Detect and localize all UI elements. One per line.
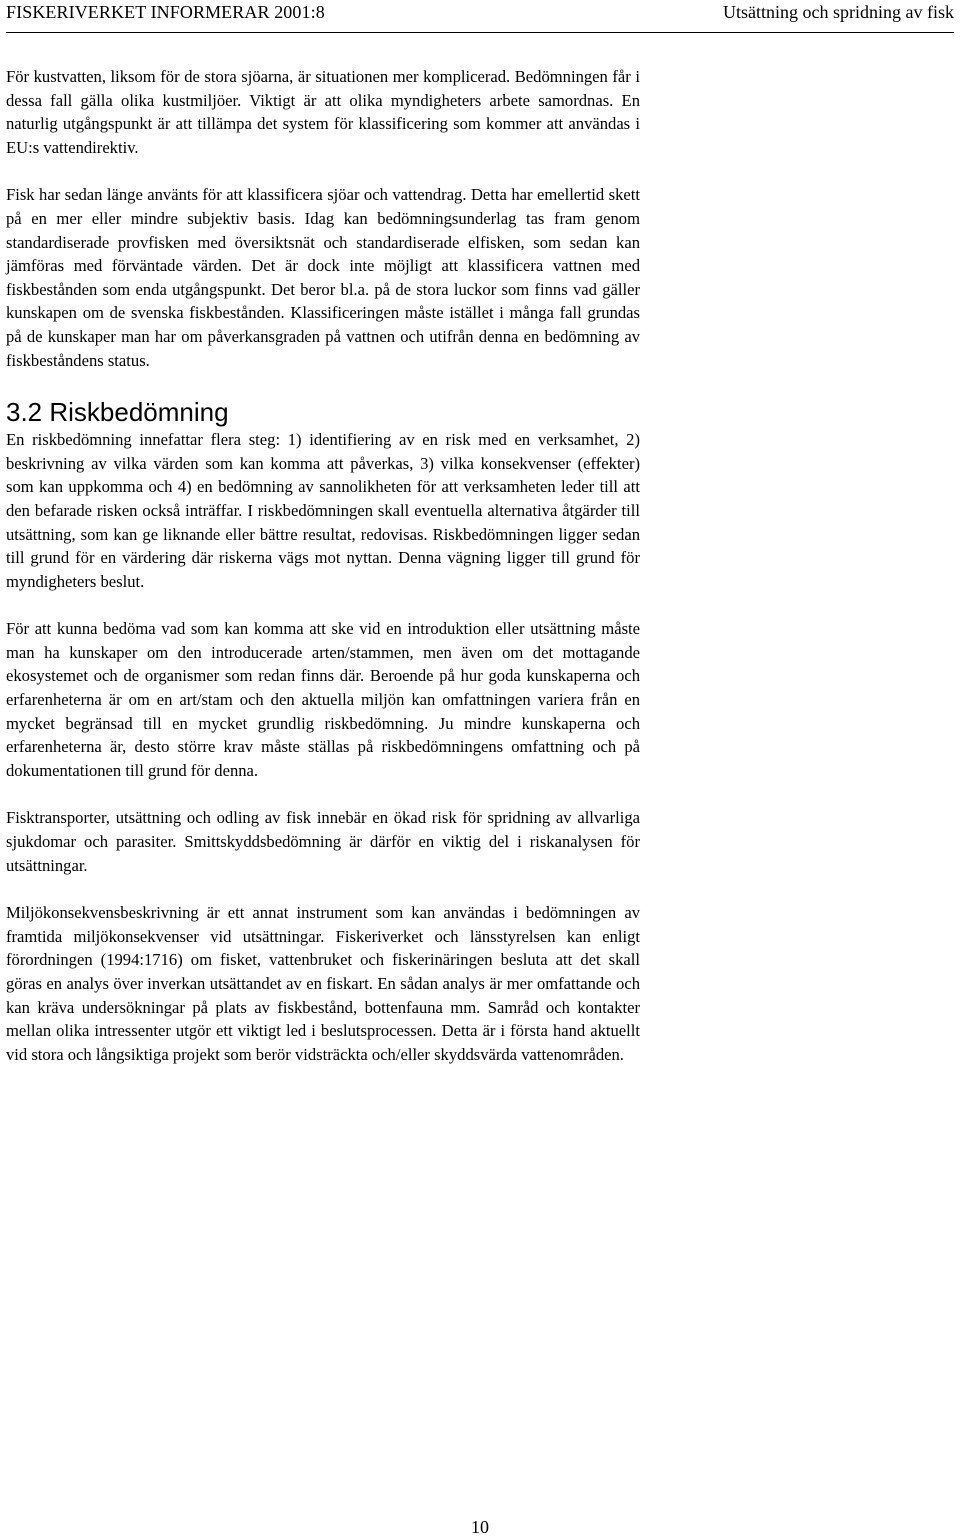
publication-title: FISKERIVERKET INFORMERAR 2001:8 (6, 2, 325, 22)
main-content (6, 65, 640, 1090)
paragraph-fish-transport: Fisktransporter, utsättning och odling av fisk innebär en ökad risk för spridning av allvarliga sjukdomar och parasiter. Smittskyddsbedömning är därför en viktig del i riskanalysen för utsättningar. (6, 808, 640, 875)
paragraph-coastal-waters: För kustvatten, liksom för de stora sjöarna, är situationen mer komplicerad. Bedömningen får i dessa fall gälla olika kustmiljöer. Viktigt är att olika myndigheters arbete samordnas. En naturlig utgångspunkt är att tillämpa det system för klassificering som kommer att användas i EU:s vattendirektiv. (6, 67, 640, 157)
page-number: 10 (471, 1517, 489, 1537)
paragraph-fish-classification: Fisk har sedan länge använts för att klassificera sjöar och vattendrag. Detta har emellertid skett på en mer eller mindre subjektiv basis. Idag kan bedömningsunderlag tas fram genom standardiserade provfisken med översiktsnät och standardiserade elfisken, som sedan kan jämföras med förväntade värden. Det är dock inte möjligt att klassificera vattnen med fiskbestånden som enda utgångspunkt. Det beror bl.a. på de stora luckor som finns vad gäller kunskapen om de svenska fiskbestånden. Klassificeringen måste istället i många fall grundas på de kunskaper man har om påverkansgraden på vattnen och utifrån denna en bedömning av fiskbeståndens status. (6, 185, 640, 370)
paragraph-risk-assessment-steps: En riskbedömning innefattar flera steg: 1) identifiering av en risk med en verksamhet, 2) beskrivning av vilka värden som kan komma att påverkas, 3) vilka konsekvenser (effekter) som kan uppkomma och 4) en bedömning av sannolikheten för att verksamheten leder till att den befarade risken också inträffar. I riskbedömningen skall eventuella alternativa åtgärder till utsättning, som kan ge liknande eller bättre resultat, redovisas. Riskbedömningen ligger sedan till grund för en värdering där riskerna vägs mot nyttan. Denna vägning ligger till grund för myndigheters beslut. (6, 430, 640, 591)
chapter-title: Utsättning och spridning av fisk (723, 2, 954, 22)
page-header (6, 0, 954, 33)
paragraph-knowledge-requirements: För att kunna bedöma vad som kan komma att ske vid en introduktion eller utsättning måste man ha kunskaper om den introducerade arten/stammen, men även om det mottagande ekosystemet och de organismer som redan finns där. Beroende på hur goda kunskaperna och erfarenheterna är om en art/stam och den aktuella miljön kan omfattningen variera från en mycket begränsad till en mycket grundlig riskbedömning. Ju mindre kunskaperna och erfarenheterna är, desto större krav måste ställas på riskbedömningens omfattning och på dokumentationen till grund för denna. (6, 619, 640, 780)
paragraph-environmental-impact: Miljökonsekvensbeskrivning är ett annat instrument som kan användas i bedömningen av framtida miljökonsekvenser vid utsättningar. Fiskeriverket och länsstyrelsen kan enligt förordningen (1994:1716) om fisket, vattenbruket och fiskerinäringen besluta att det skall göras en analys över inverkan utsättandet av en fiskart. En sådan analys är mer omfattande och kan kräva undersökningar på plats av fiskbestånd, bottenfauna mm. Samråd och kontakter mellan olika intressenter utgör ett viktigt led i beslutsprocessen. Detta är i första hand aktuellt vid stora och långsiktiga projekt som berör vidsträckta och/eller skyddsvärda vattenområden. (6, 903, 640, 1064)
section-heading: 3.2 Riskbedömning (6, 397, 229, 428)
